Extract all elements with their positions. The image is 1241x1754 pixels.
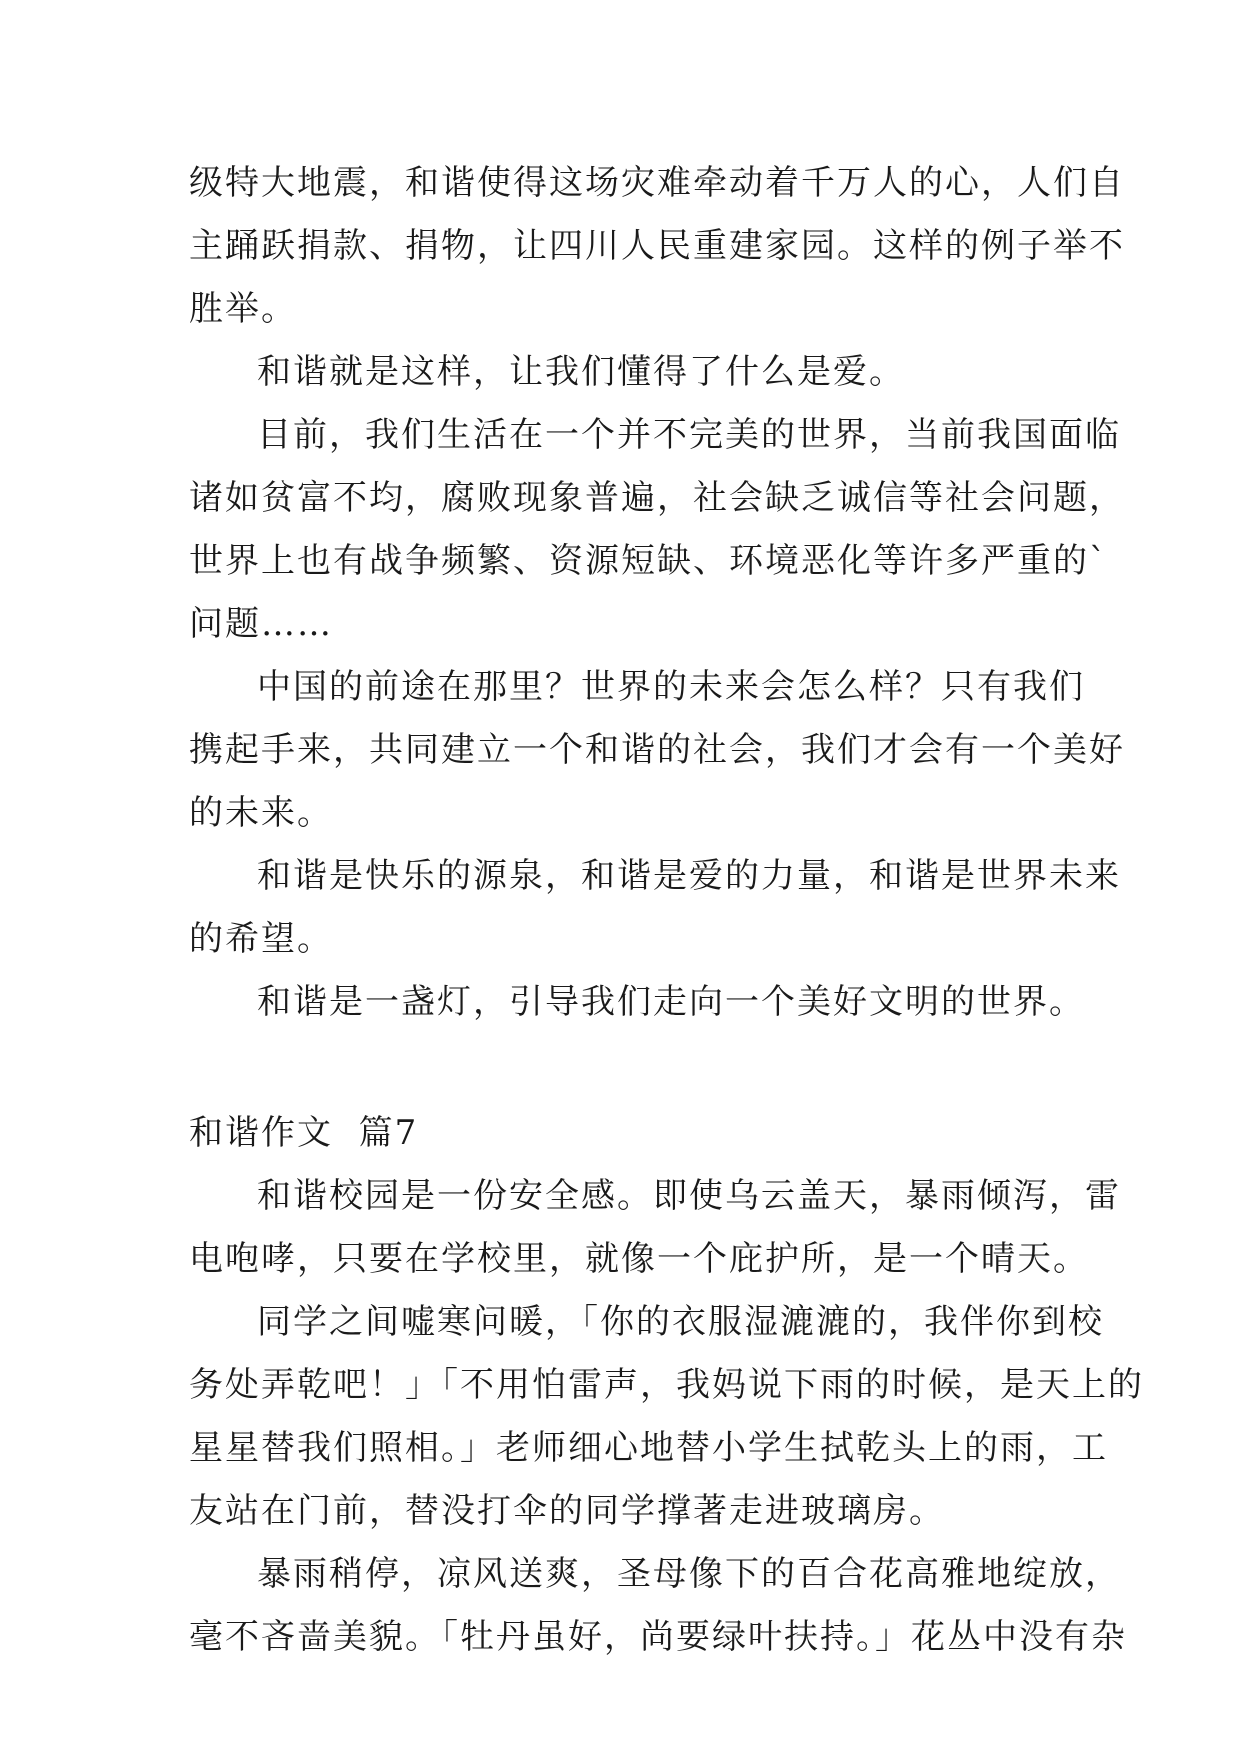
text-line: 级特大地震，和谐使得这场灾难牵动着千万人的心，人们自 xyxy=(189,163,1125,203)
text-line: 问题…… xyxy=(189,604,333,644)
text-line: 胜举。 xyxy=(189,289,297,329)
paragraph-start: 和谐是快乐的源泉，和谐是爱的力量，和谐是世界未来 xyxy=(257,856,1121,896)
text-line: 诸如贫富不均，腐败现象普遍，社会缺乏诚信等社会问题， xyxy=(189,478,1125,518)
text-line: 主踊跃捐款、捐物，让四川人民重建家园。这样的例子举不 xyxy=(189,226,1125,266)
section-gap xyxy=(189,1034,1059,1102)
text-line: 的希望。 xyxy=(189,919,333,959)
paragraph-start: 目前，我们生活在一个并不完美的世界，当前我国面临 xyxy=(257,415,1121,455)
text-line: 的未来。 xyxy=(189,793,333,833)
text-line: 世界上也有战争频繁、资源短缺、环境恶化等许多严重的` xyxy=(189,541,1108,581)
paragraph-start: 暴雨稍停，凉风送爽，圣母像下的百合花高雅地绽放， xyxy=(257,1554,1121,1594)
paragraph-start: 中国的前途在那里？世界的未来会怎么样？只有我们 xyxy=(257,667,1085,707)
paragraph-start: 和谐是一盏灯，引导我们走向一个美好文明的世界。 xyxy=(257,982,1085,1022)
text-line: 毫不吝啬美貌。「牡丹虽好，尚要绿叶扶持。」花丛中没有杂 xyxy=(189,1617,1127,1657)
section-heading: 和谐作文 篇7 xyxy=(189,1113,419,1153)
paragraph-start: 和谐就是这样，让我们懂得了什么是爱。 xyxy=(257,352,905,392)
document-page xyxy=(189,152,1144,1669)
paragraph-start: 同学之间嘘寒问暖，「你的衣服湿漉漉的，我伴你到校 xyxy=(257,1302,1104,1342)
text-line: 携起手来，共同建立一个和谐的社会，我们才会有一个美好 xyxy=(189,730,1125,770)
text-line: 电咆哮，只要在学校里，就像一个庇护所，是一个晴天。 xyxy=(189,1239,1089,1279)
paragraph-start: 和谐校园是一份安全感。即使乌云盖天，暴雨倾泻，雷 xyxy=(257,1176,1121,1216)
text-line: 友站在门前，替没打伞的同学撑著走进玻璃房。 xyxy=(189,1491,945,1531)
text-line: 务处弄乾吧！」「不用怕雷声，我妈说下雨的时候，是天上的 xyxy=(189,1365,1144,1405)
text-line: 星星替我们照相。」老师细心地替小学生拭乾头上的雨，工 xyxy=(189,1428,1108,1468)
